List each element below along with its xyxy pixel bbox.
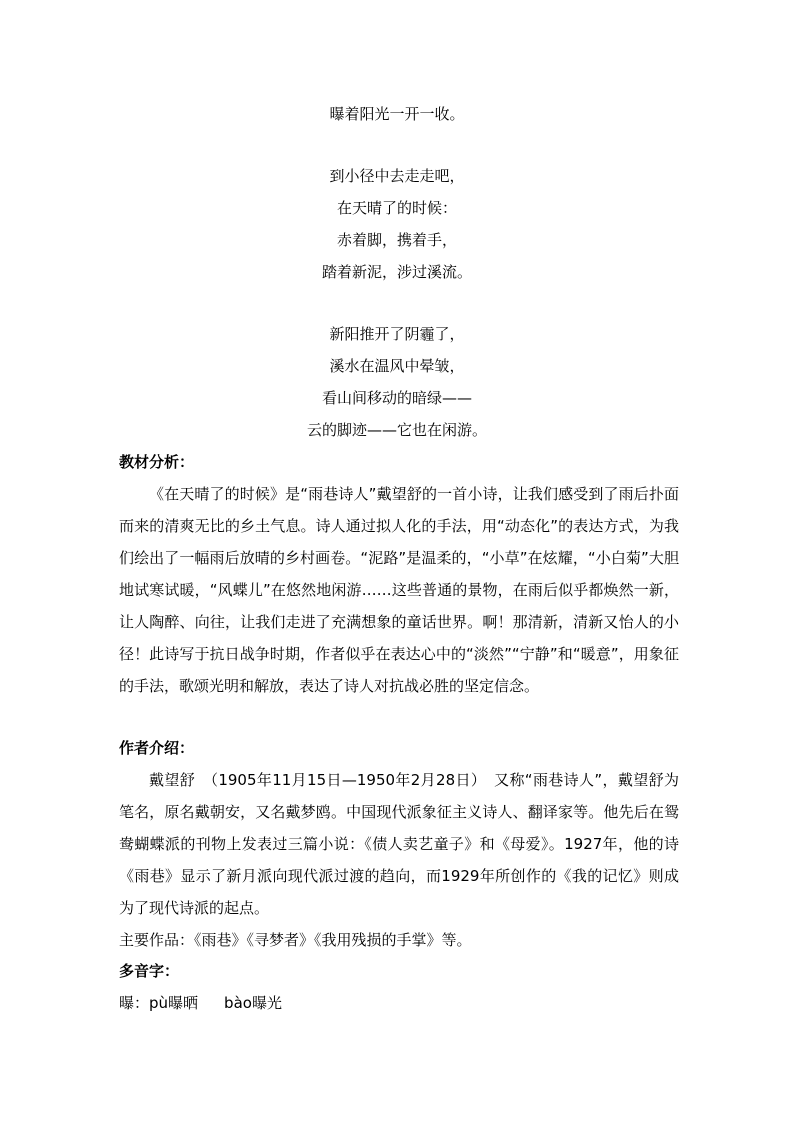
- analysis-paragraph: [119, 478, 679, 702]
- polyphone-entry: [119, 993, 282, 1013]
- author-paragraph: [119, 764, 679, 924]
- poem-line: 看山间移动的暗绿——: [321, 389, 472, 407]
- poem-line: 曝着阳光一开一收。: [329, 105, 465, 123]
- polyphone-reading-1: pù曝晒: [149, 994, 199, 1012]
- major-works: 主要作品：《雨巷》《寻梦者》《我用残损的手掌》等。: [119, 931, 472, 949]
- poem-line: 踏着新泥，涉过溪流。: [321, 263, 472, 281]
- analysis-text: 《在天晴了的时候》是“雨巷诗人”戴望舒的一首小诗，让我们感受到了雨后扑面而来的清爽无比的乡土气息。诗人通过拟人化的手法，用“动态化”的表达方式，为我们绘出了一幅雨后放晴的乡村画卷。“泥路”是温柔的，“小草”在炫耀，“小白菊”大胆地试寒试暖，“风蝶儿”在悠然地闲游……这些普通的景物，在雨后似乎都焕然一新，让人陶醉、向往，让我们走进了充满想象的童话世界。啊！那清新，清新又怡人的小径！此诗写于抗日战争时期，作者似乎在表达心中的“淡然”“宁静”和“暖意”，用象征的手法，歌颂光明和解放，表达了诗人对抗战必胜的坚定信念。: [119, 485, 679, 695]
- poem-line: 赤着脚，携着手，: [336, 231, 457, 249]
- poem-line: 云的脚迹——它也在闲游。: [306, 421, 487, 439]
- poem-line: 在天晴了的时候：: [336, 199, 457, 217]
- polyphone-heading: 多音字：: [119, 962, 180, 980]
- poem-line: 溪水在温风中晕皱，: [329, 357, 465, 375]
- poem-line: 新阳推开了阴霾了，: [329, 325, 465, 343]
- author-text: 戴望舒 （1905年11月15日—1950年2月28日） 又称“雨巷诗人”，戴望舒为笔名，原名戴朝安，又名戴梦鸥。中国现代派象征主义诗人、翻译家等。他先后在鸳鸯蝴蝶派的刊物上发表过三篇小说：《债人卖艺童子》和《母爱》。1927年，他的诗《雨巷》显示了新月派向现代派过渡的趋向，而1929年所创作的《我的记忆》则成为了现代诗派的起点。: [119, 771, 679, 917]
- polyphone-char: 曝：: [119, 994, 150, 1012]
- author-heading: 作者介绍：: [119, 739, 195, 757]
- poem-line: 到小径中去走走吧，: [329, 167, 465, 185]
- polyphone-reading-2: bào曝光: [224, 994, 282, 1012]
- analysis-heading: 教材分析：: [119, 453, 195, 471]
